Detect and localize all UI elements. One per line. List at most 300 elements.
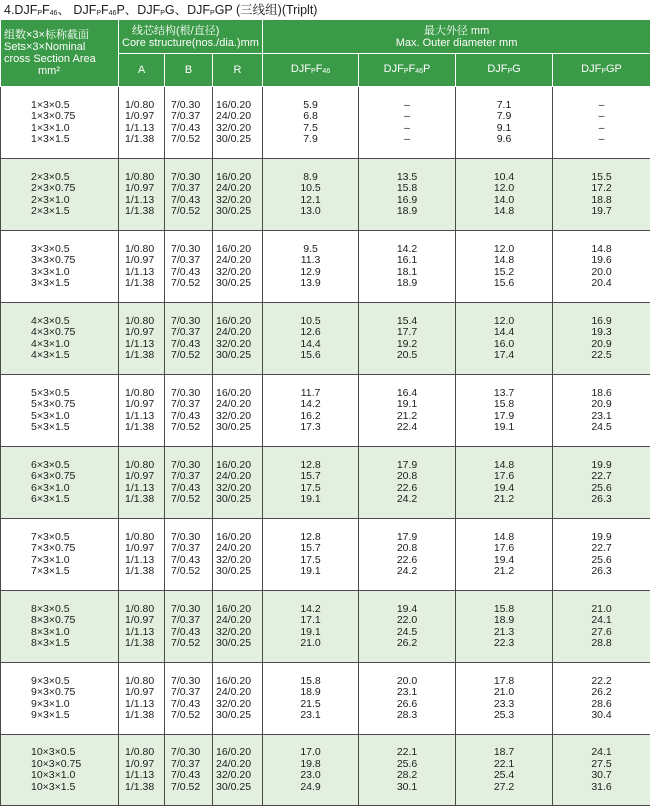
- cell-value: 7/0.37: [171, 542, 201, 554]
- cell-value: 15.8: [493, 602, 515, 615]
- pf46p-cell: [359, 663, 456, 735]
- cell-value: 7/0.52: [171, 565, 201, 577]
- cell-value: 20.8: [396, 470, 418, 482]
- cell-value: 27.2: [493, 780, 515, 793]
- size-cell: [1, 735, 119, 806]
- cell-value: 17.5: [300, 553, 321, 566]
- pgp-cell: [553, 663, 650, 735]
- cell-value: 7/0.37: [171, 110, 201, 122]
- cell-value: 1/1.38: [125, 277, 155, 289]
- cell-value: 26.6: [396, 697, 418, 710]
- cell-value: 12.0: [493, 182, 515, 194]
- cell-value: 24/0.20: [216, 182, 252, 194]
- cell-value: 16/0.20: [216, 386, 252, 399]
- cell-value: 30/0.25: [216, 780, 252, 793]
- pg-cell: [456, 159, 553, 231]
- cell-value: 16/0.20: [216, 674, 252, 687]
- cell-value: 24/0.20: [216, 542, 252, 554]
- cell-value: 30/0.25: [216, 637, 252, 649]
- table-row: [1, 87, 650, 159]
- cell-value: 19.4: [396, 602, 418, 615]
- cell-value: 16.0: [493, 337, 515, 350]
- a-cell: [119, 663, 165, 735]
- header-max-diameter: 最大外径 mm Max. Outer diameter mm: [263, 20, 650, 54]
- cell-value: 7/0.37: [171, 686, 201, 698]
- pg-cell: [456, 231, 553, 303]
- cell-value: 7×3×0.5: [31, 530, 70, 543]
- cell-value: 14.8: [493, 458, 515, 471]
- cell-value: 19.1: [493, 421, 515, 433]
- pgp-cell: [553, 303, 650, 375]
- cell-value: 1/1.13: [125, 625, 155, 638]
- header-a: A: [119, 54, 165, 87]
- cell-value: 7/0.52: [171, 133, 201, 145]
- cell-value: 7/0.30: [171, 674, 201, 687]
- cell-value: 16/0.20: [216, 746, 252, 758]
- cell-value: 6×3×0.75: [31, 470, 76, 482]
- cell-value: 2×3×1.5: [31, 205, 70, 217]
- cell-value: 7/0.37: [171, 757, 201, 770]
- cell-value: 24/0.20: [216, 326, 252, 338]
- cell-value: 1/1.38: [125, 493, 155, 505]
- cell-value: 1/1.13: [125, 409, 155, 422]
- cell-value: 16/0.20: [216, 602, 252, 615]
- table-row: [1, 303, 650, 375]
- pgp-cell: [553, 591, 650, 663]
- b-cell: [165, 447, 213, 519]
- cell-value: 7/0.43: [171, 769, 201, 781]
- cell-value: 16/0.20: [216, 314, 252, 327]
- cell-value: 32/0.20: [216, 697, 252, 710]
- cell-value: 20.0: [591, 265, 612, 278]
- cell-value: 24.5: [396, 625, 418, 638]
- r-cell: [213, 87, 263, 159]
- cell-value: 24.2: [396, 493, 418, 505]
- cell-value: 12.8: [300, 458, 321, 471]
- cell-value: 19.1: [396, 398, 418, 410]
- b-cell: [165, 303, 213, 375]
- table-row: [1, 591, 650, 663]
- cell-value: 7/0.37: [171, 254, 201, 266]
- cell-value: 16.4: [396, 386, 418, 399]
- size-cell: [1, 519, 119, 591]
- cell-value: 7×3×1.0: [31, 553, 70, 566]
- cell-value: 14.0: [493, 193, 515, 206]
- cell-value: 7×3×0.75: [31, 542, 76, 554]
- cell-value: 1×3×1.5: [31, 133, 70, 145]
- cell-value: 24/0.20: [216, 470, 252, 482]
- cell-value: 8×3×1.0: [31, 625, 70, 638]
- a-cell: [119, 375, 165, 447]
- cell-value: 7/0.30: [171, 602, 201, 615]
- cell-value: 14.8: [493, 254, 515, 266]
- cell-value: 15.6: [493, 277, 515, 289]
- cell-value: 17.9: [396, 530, 418, 543]
- cell-value: 14.4: [493, 326, 515, 338]
- cell-value: 7.9: [303, 133, 318, 145]
- pf46p-cell: [359, 735, 456, 806]
- cell-value: 16/0.20: [216, 170, 252, 183]
- cell-value: 5×3×1.0: [31, 409, 70, 422]
- b-cell: [165, 735, 213, 806]
- pf46-cell: [263, 447, 359, 519]
- cell-value: 19.2: [396, 337, 418, 350]
- cell-value: 24/0.20: [216, 110, 252, 122]
- cell-value: 15.7: [300, 470, 321, 482]
- cell-value: 4×3×0.75: [31, 326, 76, 338]
- cell-value: 7/0.43: [171, 265, 201, 278]
- cell-value: 1/1.13: [125, 553, 155, 566]
- cell-value: 5×3×0.5: [31, 386, 70, 399]
- cell-value: 1/0.97: [125, 470, 155, 482]
- pf46p-cell: [359, 231, 456, 303]
- cell-value: 1/0.97: [125, 182, 155, 194]
- cell-value: 23.0: [300, 769, 321, 781]
- cell-value: 9×3×0.5: [31, 674, 70, 687]
- cell-value: 7.5: [303, 121, 318, 134]
- cell-value: 20.9: [591, 337, 612, 350]
- cell-value: 1/1.38: [125, 780, 155, 793]
- cell-value: 3×3×0.5: [31, 242, 70, 255]
- cell-value: 26.3: [591, 493, 612, 505]
- cell-value: 2×3×0.75: [31, 182, 76, 194]
- cell-value: 10×3×1.5: [31, 780, 76, 793]
- header-size: 组数×3×标称截面 Sets×3×Nominal cross Section Area mm²: [1, 20, 119, 87]
- cell-value: 7/0.37: [171, 614, 201, 626]
- cell-value: 1/1.38: [125, 709, 155, 721]
- header-r: R: [213, 54, 263, 87]
- cell-value: 32/0.20: [216, 121, 252, 134]
- cell-value: 13.7: [493, 386, 515, 399]
- table-title: $4.DJF_PF_{46}$、 $DJF_PF_{46}P$、$DJF_PG$、$DJF_PGP$ (三线组)(Triplt): [4, 3, 318, 17]
- cell-value: 22.4: [396, 421, 418, 433]
- cell-value: 24.2: [396, 565, 418, 577]
- cell-value: 2×3×1.0: [31, 193, 70, 206]
- cell-value: 1/0.80: [125, 530, 155, 543]
- cell-value: 17.0: [300, 746, 321, 758]
- cell-value: 7/0.30: [171, 746, 201, 758]
- cell-value: 7/0.30: [171, 98, 201, 111]
- a-cell: [119, 87, 165, 159]
- cell-value: 21.2: [493, 493, 515, 505]
- pg-cell: [456, 375, 553, 447]
- cell-value: 9.5: [303, 242, 318, 255]
- cell-value: 1/0.97: [125, 110, 155, 122]
- cell-value: 17.4: [493, 349, 515, 361]
- cell-value: 7/0.52: [171, 493, 201, 505]
- cell-value: 14.8: [493, 205, 515, 217]
- size-cell: [1, 591, 119, 663]
- b-cell: [165, 159, 213, 231]
- cell-value: 7/0.43: [171, 337, 201, 350]
- cell-value: 15.8: [300, 674, 321, 687]
- pf46p-cell: [359, 159, 456, 231]
- cell-value: 11.3: [300, 254, 321, 266]
- cell-value: 9.6: [496, 133, 512, 145]
- cell-value: 5.9: [303, 98, 318, 111]
- table-row: [1, 735, 650, 806]
- cell-value: 10×3×0.5: [31, 746, 76, 758]
- cell-value: 15.8: [396, 182, 418, 194]
- table-row: [1, 231, 650, 303]
- cell-value: 6.8: [303, 110, 318, 122]
- r-cell: [213, 231, 263, 303]
- cell-value: 30/0.25: [216, 493, 252, 505]
- cell-value: 1/0.97: [125, 542, 155, 554]
- cell-value: 1/0.80: [125, 458, 155, 471]
- pf46-cell: [263, 375, 359, 447]
- r-cell: [213, 159, 263, 231]
- cell-value: 12.1: [300, 193, 321, 206]
- cell-value: 24/0.20: [216, 254, 252, 266]
- cell-value: 25.6: [396, 757, 418, 770]
- cell-value: 1/1.38: [125, 637, 155, 649]
- a-cell: [119, 231, 165, 303]
- table-row: [1, 447, 650, 519]
- cell-value: 24.9: [300, 780, 321, 793]
- size-cell: [1, 159, 119, 231]
- cell-value: –: [404, 121, 410, 134]
- cell-value: 17.8: [493, 674, 515, 687]
- pf46p-cell: [359, 591, 456, 663]
- cell-value: 26.2: [396, 637, 418, 649]
- cell-value: 24.1: [591, 614, 612, 626]
- cell-value: 19.6: [591, 254, 612, 266]
- cell-value: 1/0.97: [125, 614, 155, 626]
- table-row: [1, 375, 650, 447]
- cell-value: 1/1.13: [125, 121, 155, 134]
- b-cell: [165, 231, 213, 303]
- cell-value: 17.3: [300, 421, 321, 433]
- cell-value: 16/0.20: [216, 458, 252, 471]
- cell-value: 3×3×0.75: [31, 254, 76, 266]
- cell-value: 7/0.52: [171, 421, 201, 433]
- cell-value: 22.7: [591, 542, 612, 554]
- cell-value: 1/1.13: [125, 481, 155, 494]
- cell-value: 26.2: [591, 686, 612, 698]
- cell-value: 1/1.13: [125, 697, 155, 710]
- cell-value: 9×3×0.75: [31, 686, 76, 698]
- cell-value: 1/0.80: [125, 602, 155, 615]
- pf46-cell: [263, 231, 359, 303]
- cell-value: 4×3×0.5: [31, 314, 70, 327]
- cell-value: 23.1: [591, 409, 612, 422]
- cell-value: 21.2: [493, 565, 515, 577]
- cell-value: 7/0.43: [171, 697, 201, 710]
- cell-value: 30.4: [591, 709, 612, 721]
- cell-value: –: [404, 110, 410, 122]
- cell-value: 18.9: [396, 277, 418, 289]
- cell-value: 16/0.20: [216, 242, 252, 255]
- cell-value: 16.9: [396, 193, 418, 206]
- cell-value: 14.4: [300, 337, 321, 350]
- cell-value: 18.6: [591, 386, 612, 399]
- cable-spec-table: [0, 19, 650, 806]
- cell-value: 7/0.37: [171, 470, 201, 482]
- pg-cell: [456, 519, 553, 591]
- cell-value: 22.1: [493, 757, 515, 770]
- cell-value: 19.1: [300, 565, 321, 577]
- cell-value: 25.3: [493, 709, 515, 721]
- pg-cell: [456, 87, 553, 159]
- cell-value: 32/0.20: [216, 481, 252, 494]
- cell-value: 24.5: [591, 421, 612, 433]
- cell-value: 1/0.80: [125, 746, 155, 758]
- cell-value: 32/0.20: [216, 409, 252, 422]
- cell-value: 3×3×1.5: [31, 277, 70, 289]
- cell-value: 15.2: [493, 265, 515, 278]
- cell-value: 7/0.30: [171, 530, 201, 543]
- cell-value: 20.9: [591, 398, 612, 410]
- cell-value: 21.0: [591, 602, 612, 615]
- cell-value: 21.0: [493, 686, 515, 698]
- cell-value: 17.2: [591, 182, 612, 194]
- cell-value: 19.3: [591, 326, 612, 338]
- cell-value: 1×3×0.5: [31, 98, 70, 111]
- cell-value: 24/0.20: [216, 398, 252, 410]
- cell-value: 27.5: [591, 757, 612, 770]
- cell-value: 30/0.25: [216, 709, 252, 721]
- pf46p-cell: [359, 303, 456, 375]
- cell-value: 30/0.25: [216, 205, 252, 217]
- cell-value: 24/0.20: [216, 686, 252, 698]
- r-cell: [213, 663, 263, 735]
- cell-value: 1/1.38: [125, 133, 155, 145]
- pf46-cell: [263, 591, 359, 663]
- cell-value: 17.7: [396, 326, 418, 338]
- cell-value: 1/0.80: [125, 170, 155, 183]
- cell-value: 11.7: [300, 386, 321, 399]
- cell-value: 7/0.52: [171, 277, 201, 289]
- cell-value: 20.4: [591, 277, 612, 289]
- cell-value: 4×3×1.5: [31, 349, 70, 361]
- cell-value: 7/0.30: [171, 170, 201, 183]
- cell-value: 28.3: [396, 709, 418, 721]
- pf46p-cell: [359, 87, 456, 159]
- cell-value: 28.8: [591, 637, 612, 649]
- cell-value: 16/0.20: [216, 530, 252, 543]
- cell-value: –: [598, 98, 605, 111]
- size-cell: [1, 447, 119, 519]
- cell-value: 13.0: [300, 205, 321, 217]
- cell-value: 30.1: [396, 780, 418, 793]
- cell-value: 27.6: [591, 625, 612, 638]
- cell-value: 21.2: [396, 409, 418, 422]
- cell-value: 30/0.25: [216, 277, 252, 289]
- cell-value: 7/0.30: [171, 458, 201, 471]
- cell-value: –: [598, 133, 605, 145]
- header-core-structure: 线芯结构(根/直径) Core structure(nos./dia.)mm: [119, 20, 263, 54]
- cell-value: 17.9: [493, 409, 515, 422]
- cell-value: 24.1: [591, 746, 612, 758]
- cell-value: 15.8: [493, 398, 515, 410]
- cell-value: 32/0.20: [216, 553, 252, 566]
- cell-value: 7/0.37: [171, 398, 201, 410]
- pf46-cell: [263, 519, 359, 591]
- cell-value: 1×3×1.0: [31, 121, 70, 134]
- cell-value: 18.7: [493, 746, 515, 758]
- cell-value: 1/0.97: [125, 686, 155, 698]
- cell-value: 24/0.20: [216, 614, 252, 626]
- pf46p-cell: [359, 519, 456, 591]
- cell-value: 10.5: [300, 314, 321, 327]
- size-cell: [1, 375, 119, 447]
- cell-value: 1/1.38: [125, 421, 155, 433]
- cell-value: 15.5: [591, 170, 612, 183]
- pg-cell: [456, 663, 553, 735]
- pg-cell: [456, 735, 553, 806]
- cell-value: 14.2: [300, 398, 321, 410]
- cell-value: 7/0.43: [171, 481, 201, 494]
- cell-value: 22.1: [396, 746, 418, 758]
- cell-value: 32/0.20: [216, 193, 252, 206]
- cell-value: 28.6: [591, 697, 612, 710]
- cell-value: 17.5: [300, 481, 321, 494]
- cell-value: 7/0.43: [171, 121, 201, 134]
- pf46-cell: [263, 735, 359, 806]
- header-b: B: [165, 54, 213, 87]
- cell-value: 26.3: [591, 565, 612, 577]
- cell-value: 7/0.52: [171, 709, 201, 721]
- cell-value: 17.1: [300, 614, 321, 626]
- cell-value: 7/0.52: [171, 780, 201, 793]
- pgp-cell: [553, 375, 650, 447]
- cell-value: 12.6: [300, 326, 321, 338]
- cell-value: 5×3×0.75: [31, 398, 76, 410]
- cell-value: 7/0.52: [171, 205, 201, 217]
- cell-value: 6×3×1.0: [31, 481, 70, 494]
- cell-value: 18.9: [493, 614, 515, 626]
- cell-value: 19.8: [300, 757, 321, 770]
- pgp-cell: [553, 735, 650, 806]
- cell-value: 32/0.20: [216, 337, 252, 350]
- cell-value: 7/0.30: [171, 314, 201, 327]
- cell-value: 23.3: [493, 697, 515, 710]
- header-djfpf46: $DJF_PF_{46}$: [263, 54, 359, 87]
- cell-value: 32/0.20: [216, 265, 252, 278]
- cell-value: 25.6: [591, 481, 612, 494]
- cell-value: 22.7: [591, 470, 612, 482]
- cell-value: 7/0.43: [171, 625, 201, 638]
- pf46-cell: [263, 303, 359, 375]
- cell-value: 21.3: [493, 625, 515, 638]
- cell-value: 7/0.43: [171, 193, 201, 206]
- cell-value: 17.6: [493, 542, 515, 554]
- cell-value: 7/0.43: [171, 409, 201, 422]
- cell-value: 22.2: [591, 674, 612, 687]
- cell-value: 30.7: [591, 769, 612, 781]
- pgp-cell: [553, 87, 650, 159]
- cell-value: 30/0.25: [216, 133, 252, 145]
- b-cell: [165, 591, 213, 663]
- cell-value: 6×3×0.5: [31, 458, 70, 471]
- cell-value: 19.4: [493, 481, 515, 494]
- pf46-cell: [263, 159, 359, 231]
- table-row: [1, 159, 650, 231]
- a-cell: [119, 303, 165, 375]
- cell-value: 7/0.37: [171, 182, 201, 194]
- cell-value: 18.9: [300, 686, 321, 698]
- cell-value: 7.9: [496, 110, 512, 122]
- cell-value: 18.8: [591, 193, 612, 206]
- cell-value: 17.6: [493, 470, 515, 482]
- cell-value: 3×3×1.0: [31, 265, 70, 278]
- r-cell: [213, 591, 263, 663]
- cell-value: –: [404, 133, 410, 145]
- cell-value: 15.4: [396, 314, 418, 327]
- cell-value: 2×3×0.5: [31, 170, 70, 183]
- cell-value: 9.1: [496, 121, 512, 134]
